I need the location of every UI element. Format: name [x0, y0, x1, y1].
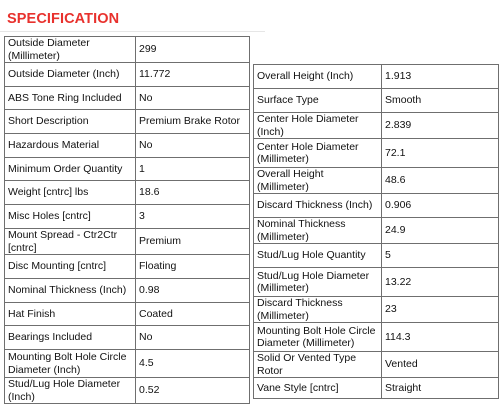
spec-row [254, 297, 499, 323]
spec-row [254, 218, 499, 244]
spec-value: Vented [382, 352, 499, 378]
title-divider [0, 31, 265, 32]
spec-label: Overall Height (Millimeter) [254, 168, 382, 194]
spec-table-right [253, 64, 499, 399]
spec-label: ABS Tone Ring Included [5, 87, 136, 110]
spec-label: Stud/Lug Hole Quantity [254, 244, 382, 268]
spec-value: 13.22 [382, 268, 499, 297]
spec-value: 48.6 [382, 168, 499, 194]
spec-value: 18.6 [136, 181, 250, 205]
spec-row [5, 303, 250, 326]
spec-row [254, 139, 499, 168]
spec-row [254, 65, 499, 89]
spec-value: 114.3 [382, 323, 499, 352]
spec-row [254, 378, 499, 399]
spec-label: Mount Spread - Ctr2Ctr [cntrc] [5, 229, 136, 255]
spec-label: Vane Style [cntrc] [254, 378, 382, 399]
spec-value: 1 [136, 158, 250, 181]
spec-label: Outside Diameter (Inch) [5, 63, 136, 87]
spec-value: Coated [136, 303, 250, 326]
spec-label: Stud/Lug Hole Diameter (Millimeter) [254, 268, 382, 297]
spec-label: Center Hole Diameter (Millimeter) [254, 139, 382, 168]
spec-row [5, 350, 250, 378]
spec-value: Smooth [382, 89, 499, 113]
spec-row [5, 181, 250, 205]
spec-label: Bearings Included [5, 326, 136, 350]
spec-value: No [136, 87, 250, 110]
spec-value: No [136, 134, 250, 158]
spec-label: Overall Height (Inch) [254, 65, 382, 89]
spec-row [254, 323, 499, 352]
spec-row [5, 110, 250, 134]
spec-label: Solid Or Vented Type Rotor [254, 352, 382, 378]
spec-row [254, 113, 499, 139]
spec-row [254, 268, 499, 297]
spec-label: Weight [cntrc] lbs [5, 181, 136, 205]
spec-label: Mounting Bolt Hole Circle Diameter (Millimeter) [254, 323, 382, 352]
spec-row [5, 255, 250, 279]
spec-row [5, 87, 250, 110]
spec-value: 2.839 [382, 113, 499, 139]
spec-label: Hat Finish [5, 303, 136, 326]
spec-label: Hazardous Material [5, 134, 136, 158]
spec-value: 3 [136, 205, 250, 229]
spec-row [254, 89, 499, 113]
spec-value: 1.913 [382, 65, 499, 89]
spec-row [5, 158, 250, 181]
spec-label: Outside Diameter (Millimeter) [5, 37, 136, 63]
spec-row [5, 279, 250, 303]
spec-value: 11.772 [136, 63, 250, 87]
spec-row [5, 229, 250, 255]
spec-label: Center Hole Diameter (Inch) [254, 113, 382, 139]
spec-value: 0.98 [136, 279, 250, 303]
spec-row [254, 168, 499, 194]
spec-table-left [4, 36, 250, 404]
spec-value: 5 [382, 244, 499, 268]
spec-value: 0.906 [382, 194, 499, 218]
spec-label: Discard Thickness (Millimeter) [254, 297, 382, 323]
spec-value: 24.9 [382, 218, 499, 244]
spec-row [5, 205, 250, 229]
spec-label: Minimum Order Quantity [5, 158, 136, 181]
spec-label: Discard Thickness (Inch) [254, 194, 382, 218]
page-title: SPECIFICATION [7, 11, 120, 27]
spec-value: No [136, 326, 250, 350]
spec-label: Stud/Lug Hole Diameter (Inch) [5, 378, 136, 404]
spec-row [254, 194, 499, 218]
spec-value: Premium Brake Rotor [136, 110, 250, 134]
spec-row [5, 378, 250, 404]
spec-row [254, 352, 499, 378]
spec-value: Straight [382, 378, 499, 399]
spec-row [5, 134, 250, 158]
spec-row [5, 63, 250, 87]
spec-row [254, 244, 499, 268]
spec-row [5, 37, 250, 63]
spec-value: Premium [136, 229, 250, 255]
spec-label: Surface Type [254, 89, 382, 113]
spec-value: 299 [136, 37, 250, 63]
spec-value: 4.5 [136, 350, 250, 378]
spec-row [5, 326, 250, 350]
spec-label: Short Description [5, 110, 136, 134]
spec-value: Floating [136, 255, 250, 279]
spec-label: Nominal Thickness (Millimeter) [254, 218, 382, 244]
spec-label: Mounting Bolt Hole Circle Diameter (Inch) [5, 350, 136, 378]
spec-label: Disc Mounting [cntrc] [5, 255, 136, 279]
spec-value: 0.52 [136, 378, 250, 404]
spec-label: Misc Holes [cntrc] [5, 205, 136, 229]
spec-value: 72.1 [382, 139, 499, 168]
spec-value: 23 [382, 297, 499, 323]
spec-label: Nominal Thickness (Inch) [5, 279, 136, 303]
